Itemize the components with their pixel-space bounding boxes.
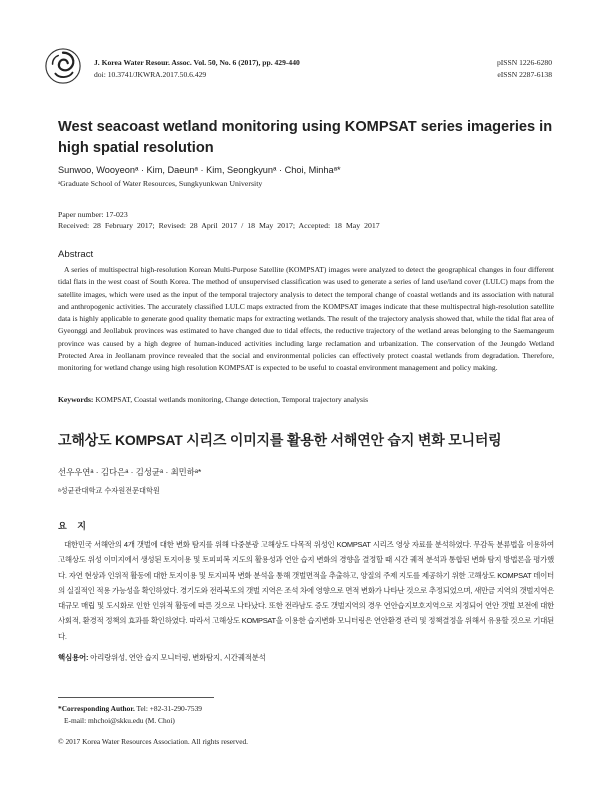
eissn: eISSN 2287-6138 [497,70,552,79]
korean-keywords-label: 핵심용어: [58,653,89,662]
abstract-heading: Abstract [58,249,94,260]
copyright-notice: © 2017 Korea Water Resources Association. All rights reserved. [58,737,249,746]
pissn: pISSN 1226-6280 [496,58,552,67]
article-title: West seacoast wetland monitoring using KOMPSAT series imageries in high spatial resolution [58,119,553,156]
author-list: Sunwoo, Wooyeonᵃ · Kim, Daeunᵃ · Kim, Seongkyunᵃ · Choi, Minhaᵃ* [58,165,341,175]
korean-keywords [58,652,554,663]
korean-affiliation: ᵃ성균관대학교 수자원전문대학원 [58,486,160,495]
keywords-label: Keywords: [58,395,94,404]
affiliation: ᵃGraduate School of Water Resources, Sungkyunkwan University [58,179,263,188]
korean-abstract-body: 대한민국 서해안의 4개 갯벌에 대한 변화 탐지를 위해 다중분광 고해상도 다목적 위성인 KOMPSAT 시리즈 영상 자료를 분석하였다. 무감독 분류법을 이용하여 고해상도 위성 이미지에서 생성된 토지이용 및 토피피복 지도의 활용성과 연안 습지 변화의 경향을 결정할 때 시간 궤적 분석과 통합된 변화 탐지 방법론을 평가했다. 자연 현상과 인위적 활동에 대한 토지이용 및 토지피복 변화 분석을 통해 갯벌면적을 추출하고, 양질의 주제 지도를 제공하기 위한 고해상도 KOMPSAT 데이터의 실질적인 적용 가능성을 확인하였다. 경기도와 전라북도의 갯벌 지역은 조석 차에 영향으로 면적 변화가 나타난 것으로 추정되었으며, 새만금 지역의 갯벌지역은 대규모 매립 및 도시화로 인한 인위적 활동에 따른 것으로 나타났다. 또한 전라남도 증도 갯벌지역의 경우 연안습지보호지역으로 지정되어 연안 갯벌 보전에 대한 사회적, 환경적 정책의 효과를 확인하였다. 따라서 고해상도 KOMPSAT을 이용한 습지변화 모니터링은 연안환경 관리 및 정책결정을 위해서 유용할 것으로 기대된다. [58,540,554,641]
corresponding-email[interactable]: E-mail: mhchoi@skku.edu (M. Choi) [64,716,175,725]
journal-citation: J. Korea Water Resour. Assoc. Vol. 50, No. 6 (2017), pp. 429-440 [94,58,300,67]
korean-title: 고해상도 KOMPSAT 시리즈 이미지를 활용한 서해연안 습지 변화 모니터링 [58,432,502,448]
korean-author-list: 선우우연ᵃ · 김다은ᵃ · 김성균ᵃ · 최민하ᵃ* [58,467,202,477]
journal-logo-icon [44,47,82,85]
doi-link[interactable]: doi: 10.3741/JKWRA.2017.50.6.429 [94,70,207,79]
footnote-divider [58,697,214,698]
corresponding-tel: Tel: +82-31-290-7539 [136,704,202,713]
paper-number: Paper number: 17-023 [58,210,128,219]
korean-abstract-heading: 요 지 [58,521,90,531]
submission-dates: Received: 28 February 2017; Revised: 28 April 2017 / 18 May 2017; Accepted: 18 May 2017 [58,221,380,230]
journal-header [44,47,556,87]
corresponding-label: *Corresponding Author. [58,704,135,713]
keywords-list: KOMPSAT, Coastal wetlands monitoring, Change detection, Temporal trajectory analysis [95,395,369,404]
keywords [58,394,554,405]
abstract-body: A series of multispectral high-resolution Korean Multi-Purpose Satellite (KOMPSAT) images were analyzed to detect the geographical changes in four different tidal flats in the west coast of South Korea. The method of unsupervised classification was used to generate a series of land use/land cover (LULC) maps from the satellite images, which were used as the input of the temporal trajectory analysis to detect the temporal change of coastal wetlands and its association with natural and anthropogenic activities. The accurately classified LULC maps extracted from the KOMPSAT images indicate that these multispectral high-resolution satellite data is highly applicable to generate good quality thematic maps for extracting wetlands. The result of the trajectory analysis showed that, while the tidal flat area of Gyeonggi and Jeollabuk provinces was estimated to have changed due to tidal effects, the reductive trajectory of the wetland areas belonging to the Saemangeum province was caused by a high degree of human-induced activities including large reclamation and urbanization. The conservation of the Jeungdo Wetland Protected Area in Jeollanam province revealed that the social and environmental policies can effectively protect coastal wetlands from degradation. Therefore, monitoring for wetland change using high resolution KOMPSAT is expected to be useful to coastal environment management and policy making. [58,265,554,373]
corresponding-author [58,703,202,714]
korean-keywords-list: 아리랑위성, 연안 습지 모니터링, 변화탐지, 시간궤적분석 [90,653,266,662]
